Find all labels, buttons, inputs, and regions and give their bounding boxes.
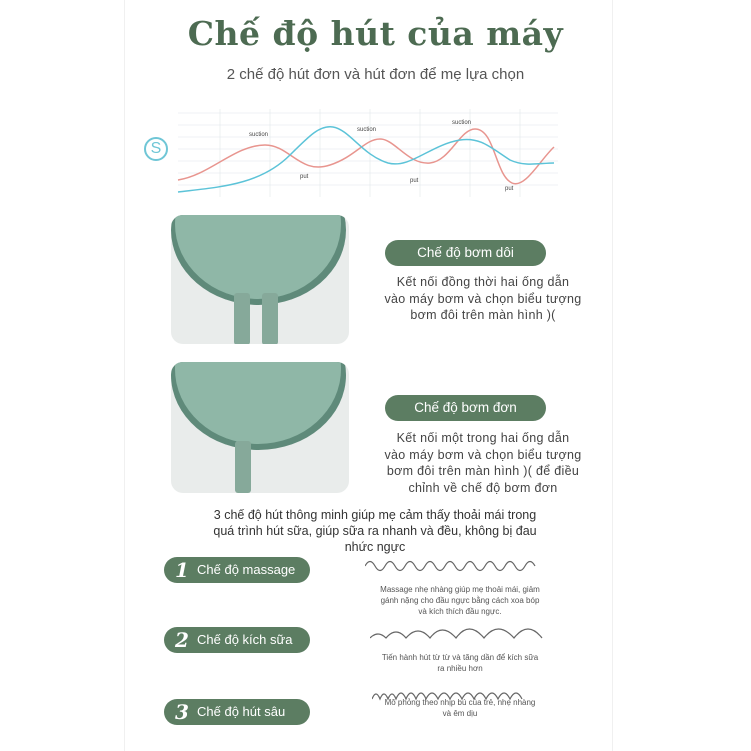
double-pump-desc: Kết nối đồng thời hai ống dẫn vào máy bơm và chọn biểu tượng bơm đôi trên màn hình )( xyxy=(384,275,582,322)
mode-massage xyxy=(164,557,310,583)
chart-label: put xyxy=(410,178,419,184)
chart-label: suction xyxy=(249,132,269,138)
page-title: Chế độ hút của máy xyxy=(187,14,564,53)
single-pump-desc: Kết nối một trong hai ống dẫn vào máy bơm và chọn biểu tượng bơm đôi trên màn hình )( để điều chỉnh về chế độ bơm đơn xyxy=(384,431,582,495)
deep-suction-desc: Mô phỏng theo nhịp bú của trẻ, nhẹ nhàng và êm dịu xyxy=(384,698,536,718)
massage-wave xyxy=(365,556,540,576)
page-edge-right xyxy=(612,0,613,751)
stimulate-desc: Tiến hành hút từ từ và tăng dần để kích sữa ra nhiều hơn xyxy=(381,653,539,673)
chart-label: put xyxy=(505,186,514,192)
mode-number: 2 xyxy=(175,628,189,652)
mode-number: 1 xyxy=(175,558,189,582)
mode-stimulate xyxy=(164,627,310,653)
page-subtitle: 2 chế độ hút đơn và hút đơn để mẹ lựa chọn xyxy=(226,66,525,83)
single-pump-photo xyxy=(171,362,349,493)
chart-label: suction xyxy=(357,127,377,133)
mode-label: Chế độ hút sâu xyxy=(197,704,286,719)
massage-desc: Massage nhẹ nhàng giúp mẹ thoải mái, giảm gánh nặng cho đầu ngực bằng cách xoa bóp và kích thích đầu ngực. xyxy=(380,585,540,616)
chart-label: suction xyxy=(452,120,472,126)
chart-label: put xyxy=(300,174,309,180)
double-pump-photo xyxy=(171,215,349,344)
suction-wave-chart xyxy=(140,105,560,201)
modes-intro: 3 chế độ hút thông minh giúp mẹ cảm thấy thoải mái trong quá trình hút sữa, giúp sữa ra nhanh và đều, không bị đau nhức ngực xyxy=(213,508,537,554)
single-pump-title: Chế độ bơm đơn xyxy=(385,395,546,421)
mode-label: Chế độ massage xyxy=(197,562,296,577)
page-edge-left xyxy=(124,0,125,751)
double-pump-title: Chế độ bơm dôi xyxy=(385,240,546,266)
mode-deep-suction xyxy=(164,699,310,725)
mode-number: 3 xyxy=(175,700,189,724)
stimulate-wave xyxy=(370,620,545,644)
s-icon: S xyxy=(144,137,168,161)
mode-label: Chế độ kích sữa xyxy=(197,632,293,647)
